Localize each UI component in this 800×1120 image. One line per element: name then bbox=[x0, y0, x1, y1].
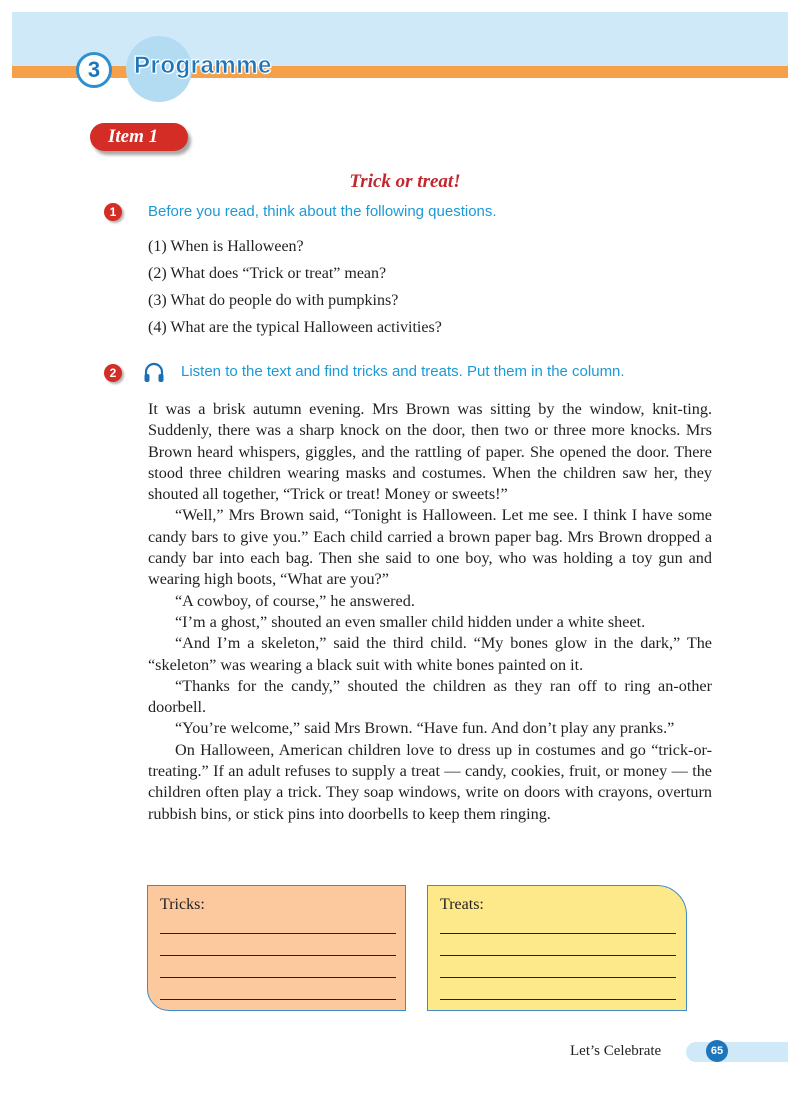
story-title: Trick or treat! bbox=[349, 171, 461, 192]
passage-paragraph: “Well,” Mrs Brown said, “Tonight is Halloween. Let me see. I think I have some candy bars to give you.” Each child carried a brown paper bag. Mrs Brown dropped a candy bar into each bag. Then she said to one boy, who was holding a toy gun and wearing high boots, “What are you?” bbox=[148, 506, 712, 589]
task-1-number: 1 bbox=[104, 203, 122, 221]
passage-paragraph: On Halloween, American children love to dress up in costumes and go “trick-or-treating.” If an adult refuses to supply a treat — candy, cookies, fruit, or money — the children often play a trick. They soap windows, write on doors with crayons, overturn rubbish bins, or stick pins into doorbells to keep them ringing. bbox=[148, 740, 712, 823]
passage-paragraph: “Thanks for the candy,” shouted the children as they ran off to ring an-other doorbell. bbox=[148, 676, 712, 717]
treats-answer-line[interactable] bbox=[440, 933, 676, 934]
passage-paragraph: It was a brisk autumn evening. Mrs Brown was sitting by the window, knit-ting. Suddenly, there was a sharp knock on the door, then two or three more knocks. Mrs Brown heard whispers, giggles, and the rattling of paper. She opened the door. There stood three children wearing masks and costumes. When the children saw her, they shouted all together, “Trick or treat! Money or sweets!” bbox=[148, 400, 712, 504]
question-3: (3) What do people do with pumpkins? bbox=[148, 292, 399, 309]
task-1-instruction: Before you read, think about the following questions. bbox=[148, 203, 497, 220]
treats-answer-line[interactable] bbox=[440, 977, 676, 978]
item-badge: Item 1 bbox=[90, 123, 188, 151]
section-number: 3 bbox=[76, 52, 112, 88]
footer-band bbox=[686, 1042, 788, 1062]
task-2-instruction: Listen to the text and find tricks and treats. Put them in the column. bbox=[181, 363, 625, 380]
passage-paragraph: “I’m a ghost,” shouted an even smaller child hidden under a white sheet. bbox=[175, 612, 646, 631]
tricks-box bbox=[147, 885, 406, 1011]
headphones-icon bbox=[142, 361, 166, 385]
reading-passage bbox=[148, 399, 712, 825]
treats-answer-line[interactable] bbox=[440, 955, 676, 956]
tricks-answer-line[interactable] bbox=[160, 933, 396, 934]
passage-paragraph: “And I’m a skeleton,” said the third child. “My bones glow in the dark,” The “skeleton” was wearing a black suit with white bones painted on it. bbox=[148, 634, 712, 674]
section-title: Programme bbox=[134, 52, 272, 79]
question-4: (4) What are the typical Halloween activities? bbox=[148, 319, 442, 336]
unit-title: Let’s Celebrate bbox=[570, 1043, 662, 1059]
page-number: 65 bbox=[706, 1040, 728, 1062]
passage-paragraph: “You’re welcome,” said Mrs Brown. “Have fun. And don’t play any pranks.” bbox=[175, 719, 675, 738]
question-1: (1) When is Halloween? bbox=[148, 238, 304, 255]
passage-paragraph: “A cowboy, of course,” he answered. bbox=[175, 591, 415, 610]
treats-box bbox=[427, 885, 687, 1011]
tricks-answer-line[interactable] bbox=[160, 955, 396, 956]
tricks-answer-line[interactable] bbox=[160, 977, 396, 978]
tricks-label: Tricks: bbox=[160, 896, 205, 913]
question-2: (2) What does “Trick or treat” mean? bbox=[148, 265, 387, 282]
treats-answer-line[interactable] bbox=[440, 999, 676, 1000]
tricks-answer-line[interactable] bbox=[160, 999, 396, 1000]
task-2-number: 2 bbox=[104, 364, 122, 382]
treats-label: Treats: bbox=[440, 896, 484, 913]
